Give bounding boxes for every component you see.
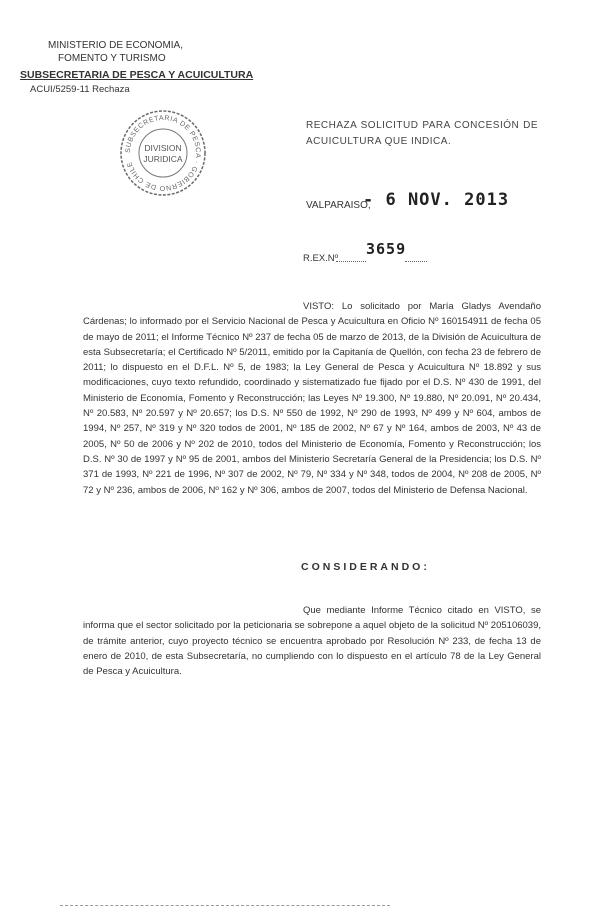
stamp-ring-text: SUBSECRETARIA DE PESCA · GOBIERNO DE CHILE <box>124 114 202 192</box>
header-subsecretaria: SUBSECRETARIA DE PESCA Y ACUICULTURA <box>20 69 254 81</box>
resolution-dots-right <box>405 261 427 262</box>
header-reference: ACUI/5259-11 Rechaza <box>30 84 130 95</box>
stamp-center-line1: DIVISION <box>144 143 182 153</box>
subject-line-2: ACUICULTURA QUE INDICA. <box>306 136 452 147</box>
subject-block <box>306 118 538 150</box>
division-juridica-stamp <box>118 108 208 198</box>
subject-line-1: RECHAZA SOLICITUD PARA CONCESIÓN DE <box>306 120 538 131</box>
footer-rule <box>60 905 390 906</box>
header-ministry-2: FOMENTO Y TURISMO <box>58 53 166 64</box>
resolution-label: R.EX.Nº <box>303 253 339 264</box>
resolution-number: 3659 <box>366 240 407 258</box>
header-ministry: MINISTERIO DE ECONOMIA, <box>48 40 184 51</box>
stamp-center-line2: JURIDICA <box>143 154 183 164</box>
date-stamp: - 6 NOV. 2013 <box>363 190 510 210</box>
considerando-paragraph-1: Que mediante Informe Técnico citado en VISTO, se informa que el sector solicitado por la peticionaria se sobrepone a aquel objeto de la solicitud Nº 205106039, de trámite anterior, cuyo proyecto técnico se encuentra aprobado por Resolución Nº 233, de fecha 13 de enero de 2010, de esta Subsecretaría, no cumpliendo con lo dispuesto en el artículo 78 de la Ley General de Pesca y Acuicultura. <box>83 605 541 678</box>
resolution-dots-left <box>336 261 366 262</box>
considerando-title: CONSIDERANDO: <box>301 561 430 573</box>
visto-paragraph: VISTO: Lo solicitado por María Gladys Avendaño Cárdenas; lo informado por el Servicio Nacional de Pesca y Acuicultura en Oficio Nº 160154911 de fecha 05 de mayo de 2011; el Informe Técnico Nº 237 de fecha 05 de marzo de 2013, de la División de Acuicultura de esta Subsecretaría; el Certificado Nº 5/2011, emitido por la Capitanía de Quellón, con fecha 23 de febrero de 2011; lo dispuesto en el D.F.L. Nº 5, de 1983; la Ley General de Pesca y Acuicultura Nº 18.892 y sus modificaciones, cuyo texto refundido, coordinado y sistematizado fue fijado por el D.S. Nº 430 de 1991, del Ministerio de Economía, Fomento y Reconstrucción; las Leyes Nº 19.300, Nº 19.880, Nº 20.091, Nº 20.434, Nº 20.583, Nº 20.597 y Nº 20.657; los D.S. Nº 550 de 1992, Nº 290 de 1993, Nº 499 y Nº 604, ambos de 1994, Nº 257, Nº 319 y Nº 320 todos de 2001, Nº 185 de 2002, Nº 67 y Nº 164, ambos de 2003, Nº 43 de 2005, Nº 50 de 2006 y Nº 202 de 2010, todos del Ministerio de Economía, Fomento y Reconstrucción; los D.S. Nº 30 de 1997 y Nº 95 de 2001, ambos del Ministerio Secretaría General de la Presidencia; los D.S. Nº 371 de 1993, Nº 221 de 1996, Nº 307 de 2002, Nº 79, Nº 334 y Nº 348, todos de 2004, Nº 208 de 2005, Nº 72 y Nº 236, ambos de 2006, Nº 162 y Nº 306, ambos de 2007, todos del Ministerio de Defensa Nacional. <box>83 301 541 496</box>
place-label: VALPARAISO, <box>306 200 371 211</box>
